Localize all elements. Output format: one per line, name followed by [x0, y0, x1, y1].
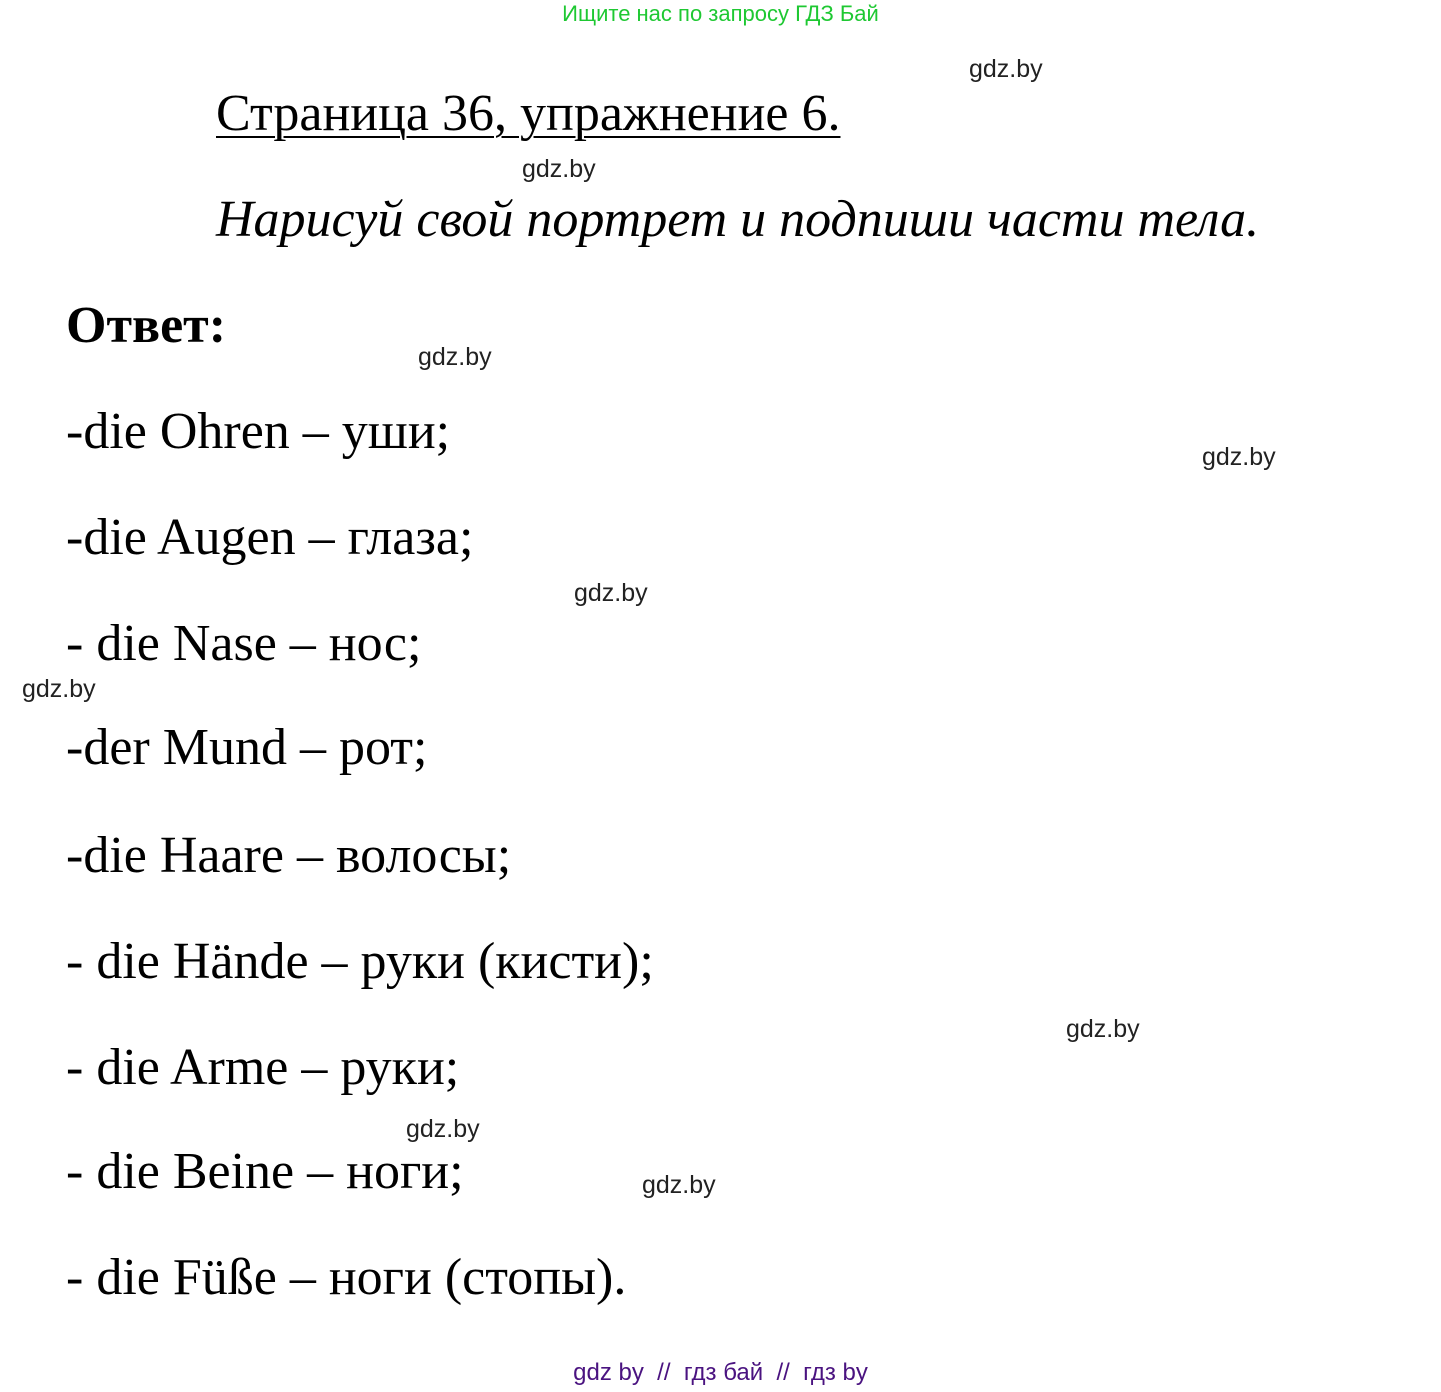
watermark: gdz.by [1202, 443, 1276, 471]
answer-item: -die Haare – волосы; [66, 827, 512, 884]
watermark: gdz.by [418, 343, 492, 371]
answer-item: - die Hände – руки (кисти); [66, 933, 654, 990]
search-banner[interactable]: Ищите нас по запросу ГДЗ Бай [562, 1, 879, 26]
watermark: gdz.by [22, 675, 96, 703]
watermark: gdz.by [522, 155, 596, 183]
answer-item: - die Beine – ноги; [66, 1143, 464, 1200]
answer-item: - die Nase – нос; [66, 615, 422, 672]
task-text: Нарисуй свой портрет и подпиши части тела. [216, 191, 1260, 248]
answer-item: - die Füße – ноги (стопы). [66, 1249, 627, 1306]
answer-label: Ответ: [66, 297, 227, 354]
watermark: gdz.by [969, 55, 1043, 83]
page-title: Страница 36, упражнение 6. [216, 85, 841, 142]
answer-item: -der Mund – рот; [66, 719, 428, 776]
footer-links[interactable]: gdz by // гдз бай // гдз by [573, 1359, 868, 1386]
answer-item: -die Ohren – уши; [66, 403, 451, 460]
watermark: gdz.by [642, 1171, 716, 1199]
watermark: gdz.by [1066, 1015, 1140, 1043]
answer-item: -die Augen – глаза; [66, 509, 474, 566]
answer-item: - die Arme – руки; [66, 1039, 460, 1096]
watermark: gdz.by [574, 579, 648, 607]
watermark: gdz.by [406, 1115, 480, 1143]
